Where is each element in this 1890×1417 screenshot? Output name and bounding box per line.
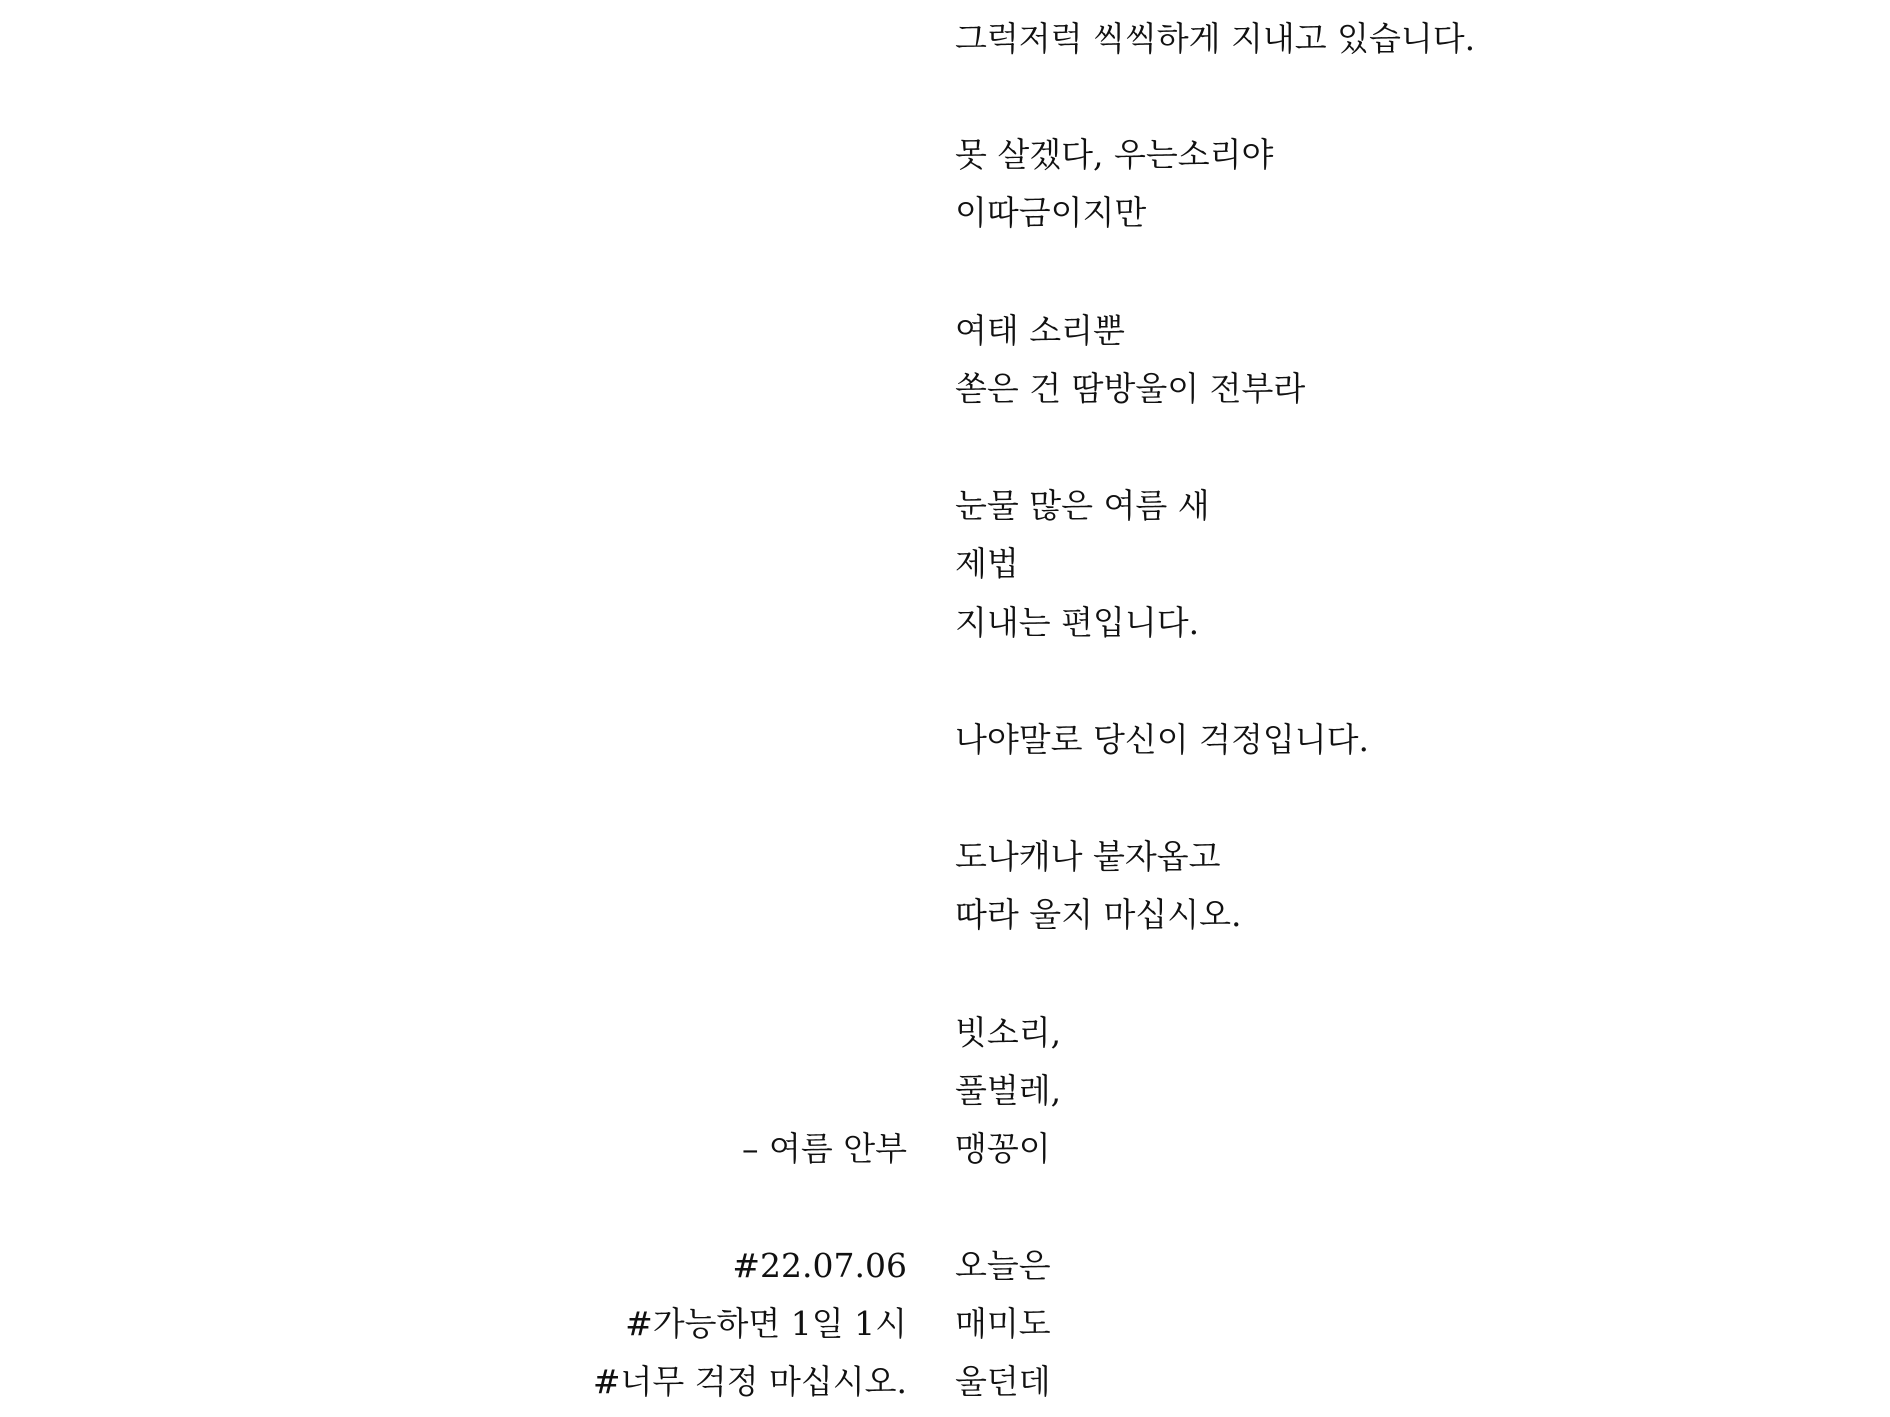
poem-line-12: 빗소리, <box>955 1013 1062 1052</box>
poem-line-2: 못 살겠다, 우는소리야 <box>955 135 1274 174</box>
poem-line-11: 따라 울지 마십시오. <box>955 895 1242 934</box>
poem-line-13: 풀벌레, <box>955 1071 1062 1110</box>
poem-line-10: 도나캐나 붙자옵고 <box>955 837 1221 876</box>
poem-line-8: 지내는 편입니다. <box>955 603 1200 642</box>
poem-title: – 여름 안부 <box>742 1129 907 1168</box>
poem-line-17: 울던데 <box>955 1362 1051 1401</box>
tag-daily-poem: #가능하면 1일 1시 <box>625 1304 907 1343</box>
poem-line-9: 나야말로 당신이 걱정입니다. <box>955 720 1370 759</box>
tag-date: #22.07.06 <box>732 1246 907 1285</box>
poem-line-1: 그럭저럭 씩씩하게 지내고 있습니다. <box>955 19 1476 58</box>
poem-line-14: 맹꽁이 <box>955 1129 1051 1168</box>
tag-dont-worry: #너무 걱정 마십시오. <box>592 1362 907 1401</box>
poem-line-6: 눈물 많은 여름 새 <box>955 486 1210 525</box>
poem-line-3: 이따금이지만 <box>955 193 1147 232</box>
poem-line-5: 쏟은 건 땀방울이 전부라 <box>955 369 1306 408</box>
poem-line-15: 오늘은 <box>955 1246 1051 1285</box>
poem-line-4: 여태 소리뿐 <box>955 311 1125 350</box>
poem-line-16: 매미도 <box>955 1304 1051 1343</box>
poem-line-7: 제법 <box>955 544 1019 583</box>
